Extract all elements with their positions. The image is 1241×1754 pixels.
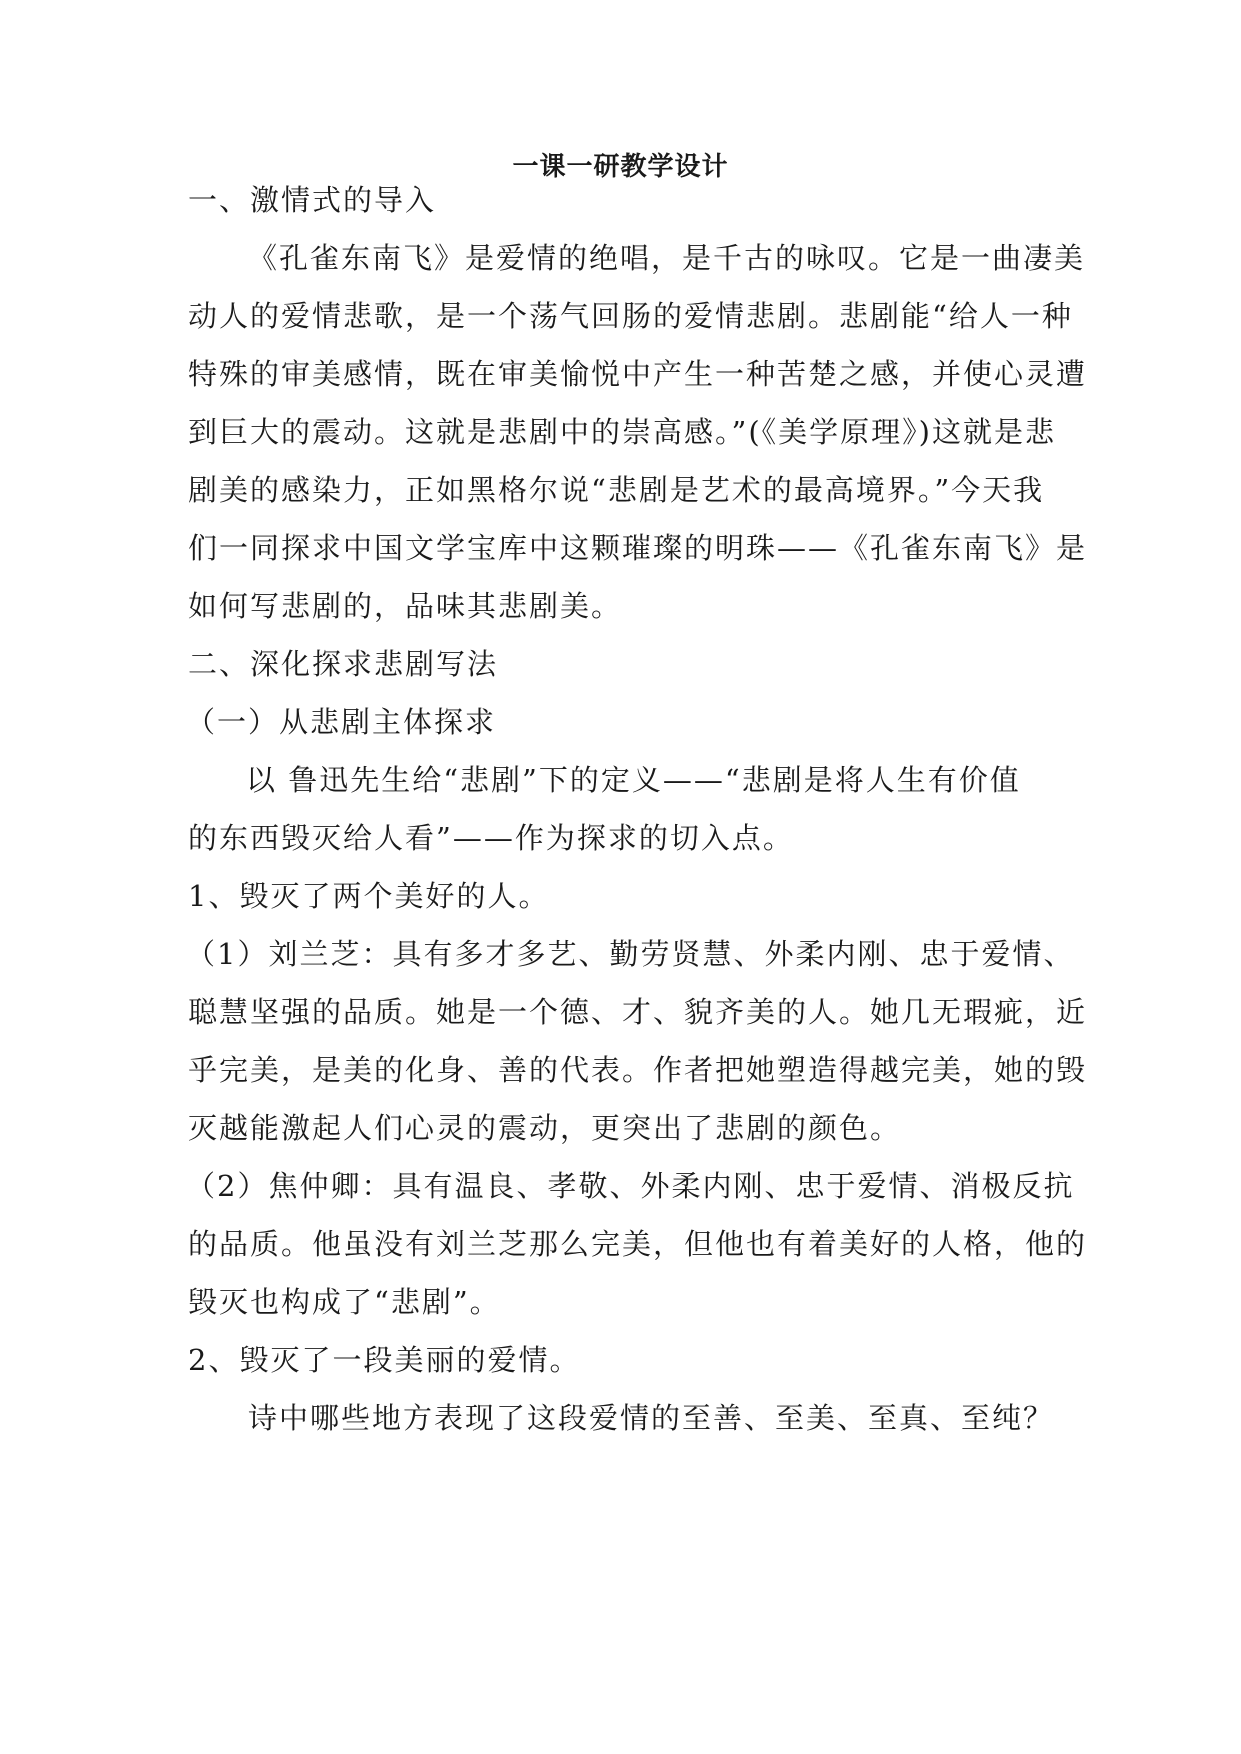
paragraph-line: 的东西毁灭给人看”——作为探求的切入点。 [188, 821, 794, 855]
paragraph-line: （2）焦仲卿：具有温良、孝敬、外柔内刚、忠于爱情、消极反抗 [186, 1169, 1075, 1203]
paragraph-line: 到巨大的震动。这就是悲剧中的崇高感。”(《美学原理》)这就是悲 [188, 415, 1056, 449]
paragraph-line: 剧美的感染力，正如黑格尔说“悲剧是艺术的最高境界。”今天我 [188, 473, 1045, 507]
paragraph-line: （1）刘兰芝：具有多才多艺、勤劳贤慧、外柔内刚、忠于爱情、 [186, 937, 1075, 971]
paragraph-line: 《孔雀东南飞》是爱情的绝唱，是千古的咏叹。它是一曲凄美 [248, 241, 1086, 275]
list-item-heading: 2、毁灭了一段美丽的爱情。 [188, 1343, 581, 1377]
paragraph-line: 诗中哪些地方表现了这段爱情的至善、至美、至真、至纯？ [248, 1401, 1055, 1435]
paragraph-line: 特殊的审美感情，既在审美愉悦中产生一种苦楚之感，并使心灵遭 [188, 357, 1088, 391]
list-item-heading: 1、毁灭了两个美好的人。 [188, 879, 550, 913]
section-heading-1: 一、激情式的导入 [188, 183, 437, 217]
section-heading-2: 二、深化探求悲剧写法 [188, 647, 499, 681]
paragraph-line: 毁灭也构成了“悲剧”。 [188, 1285, 501, 1319]
paragraph-line: 灭越能激起人们心灵的震动，更突出了悲剧的颜色。 [188, 1111, 902, 1145]
paragraph-line: 聪慧坚强的品质。她是一个德、才、貌齐美的人。她几无瑕疵，近 [188, 995, 1088, 1029]
paragraph-line: 如何写悲剧的，品味其悲剧美。 [188, 589, 623, 623]
document-title: 一课一研教学设计 [512, 152, 729, 182]
paragraph-line: 动人的爱情悲歌，是一个荡气回肠的爱情悲剧。悲剧能“给人一种 [188, 299, 1073, 333]
paragraph-line: 以 鲁迅先生给“悲剧”下的定义——“悲剧是将人生有价值 [246, 763, 1021, 797]
subsection-heading: （一）从悲剧主体探求 [186, 705, 497, 739]
paragraph-line: 乎完美，是美的化身、善的代表。作者把她塑造得越完美，她的毁 [188, 1053, 1088, 1087]
paragraph-line: 的品质。他虽没有刘兰芝那么完美，但他也有着美好的人格，他的 [188, 1227, 1088, 1261]
paragraph-line: 们一同探求中国文学宝库中这颗璀璨的明珠——《孔雀东南飞》是 [188, 531, 1088, 565]
